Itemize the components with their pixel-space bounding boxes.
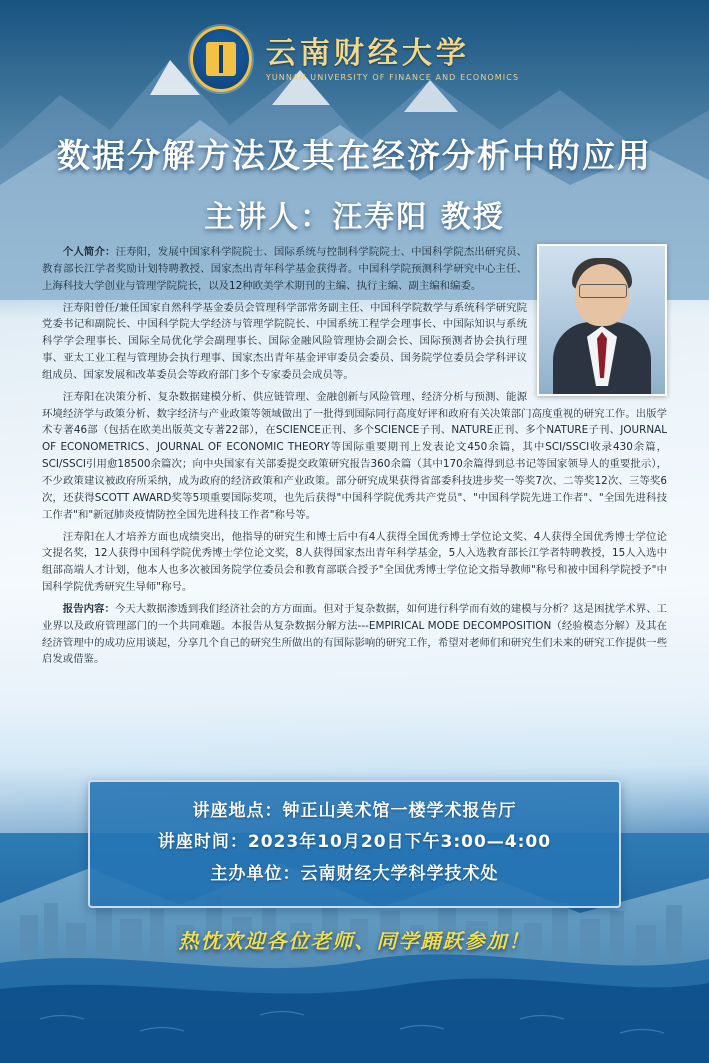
event-info-box xyxy=(88,780,621,908)
university-name-block xyxy=(266,37,519,82)
abstract-paragraph xyxy=(42,601,667,668)
university-logo xyxy=(0,26,709,92)
university-crest-icon xyxy=(190,26,252,92)
abstract-label: 报告内容： xyxy=(62,602,115,615)
bio-paragraph-2: 汪寿阳曾任/兼任国家自然科学基金委员会管理科学部常务副主任、中国科学院数学与系统科学研究院党委书记和副院长、中国科学院大学经济与管理学院院长、中国系统工程学会理事长、中国际知识与系统科学学会理事长、国际全局优化学会副理事长、国际金融风险管理协会副会长、国际预测者协会执行理事、亚太工业工程与管理协会执行理事、国家杰出青年基金评审委员会委员、国务院学位委员会学科评议组成员、国家发展和改革委员会等政府部门多个专家委员会成员等。 xyxy=(42,301,527,381)
bio-text-1: 汪寿阳，发展中国家科学院院士、国际系统与控制科学院院士、中国科学院杰出研究员、教育部长江学者奖励计划特聘教授、国家杰出青年科学基金获得者。中国科学院预测科学研究中心主任、上海科技大学创业与管理学院院长，以及12种欧美学术期刊的主编、执行主编、副主编和编委。 xyxy=(42,246,528,292)
university-name-cn: 云南财经大学 xyxy=(265,35,470,71)
poster-body xyxy=(42,244,667,673)
bio-paragraph-3: 汪寿阳在决策分析、复杂数据建模分析、供应链管理、金融创新与风险管理、经济分析与预测、能源环境经济学与政策分析、数字经济与产业政策等领域做出了一批得到国际同行高度好评和政府有关决策部门高度重视的研究工作。出版学术专著46部（包括在欧美出版英文专著22部），在SCIENCE正刊、多个SCIENCE子刊、NATURE正刊、多个NATURE子刊、JOURNAL OF ECONOMETRICS、JOURNAL OF ECONOMIC THEORY等国际重要期刊上发表论文450余篇，其中SCI/SSCI收录430余篇，SCI/SSCI引用愈18500余篇次；向中央国家有关部委提交政策研究报告360余篇（其中170余篇得到总书记等国家领导人的重要批示），不少政策建议被政府所采纳，成为政府的经济政策和产业政策。部分研究成果获得省部委科技进步奖一等奖7次、二等奖12次、三等奖6次，还获得SCOTT AWARD奖等5项重要国际奖项，也先后获得"中国科学院优秀共产党员"、"中国科学院先进工作者"、"全国先进科技工作者"和"新冠肺炎疫情防控全国先进科技工作者"称号等。 xyxy=(42,390,667,521)
event-venue: 讲座地点：钟正山美术馆一楼学术报告厅 xyxy=(192,801,517,821)
bio-paragraph-4: 汪寿阳在人才培养方面也成绩突出，他指导的研究生和博士后中有4人获得全国优秀博士学位论文奖、4人获得全国优秀博士学位论文提名奖，12人获得中国科学院优秀博士学位论文奖，8人获得国家杰出青年科学基金，5人入选教育部长江学者特聘教授，15人入选中组部高端人才计划，他本人也多次被国务院学位委员会和教育部联合授予"全国优秀博士学位论文指导教师"称号和被中国科学院授予"中国科学院优秀研究生导师"称号。 xyxy=(42,530,667,594)
event-time: 讲座时间：2023年10月20日下午3:00—4:00 xyxy=(157,832,552,853)
university-name-en: YUNNAN UNIVERSITY OF FINANCE AND ECONOMICS xyxy=(265,72,520,82)
speaker-portrait xyxy=(537,244,667,396)
welcome-message: 热忱欢迎各位老师、同学踊跃参加！ xyxy=(178,929,531,953)
speaker-title: 主讲人：汪寿阳 教授 xyxy=(204,200,505,235)
abstract-text: 今天大数据渗透到我们经济社会的方方面面。但对于复杂数据，如何进行科学而有效的建模与分析？这是困扰学术界、工业界以及政府管理部门的一个共同难题。本报告从复杂数据分解方法---EMPIRICAL MODE DECOMPOSITION（经验模态分解）及其在经济管理中的成功应用谈起，分享几个自己的研究生所做出的有国际影响的研究工作，希望对老师们和研究生们未来的研究工作提供一些启发或借鉴。 xyxy=(42,602,667,666)
bio-label: 个人简介： xyxy=(62,246,116,258)
page-title: 数据分解方法及其在经济分析中的应用 xyxy=(57,136,652,175)
event-organizer: 主办单位：云南财经大学科学技术处 xyxy=(210,863,499,884)
